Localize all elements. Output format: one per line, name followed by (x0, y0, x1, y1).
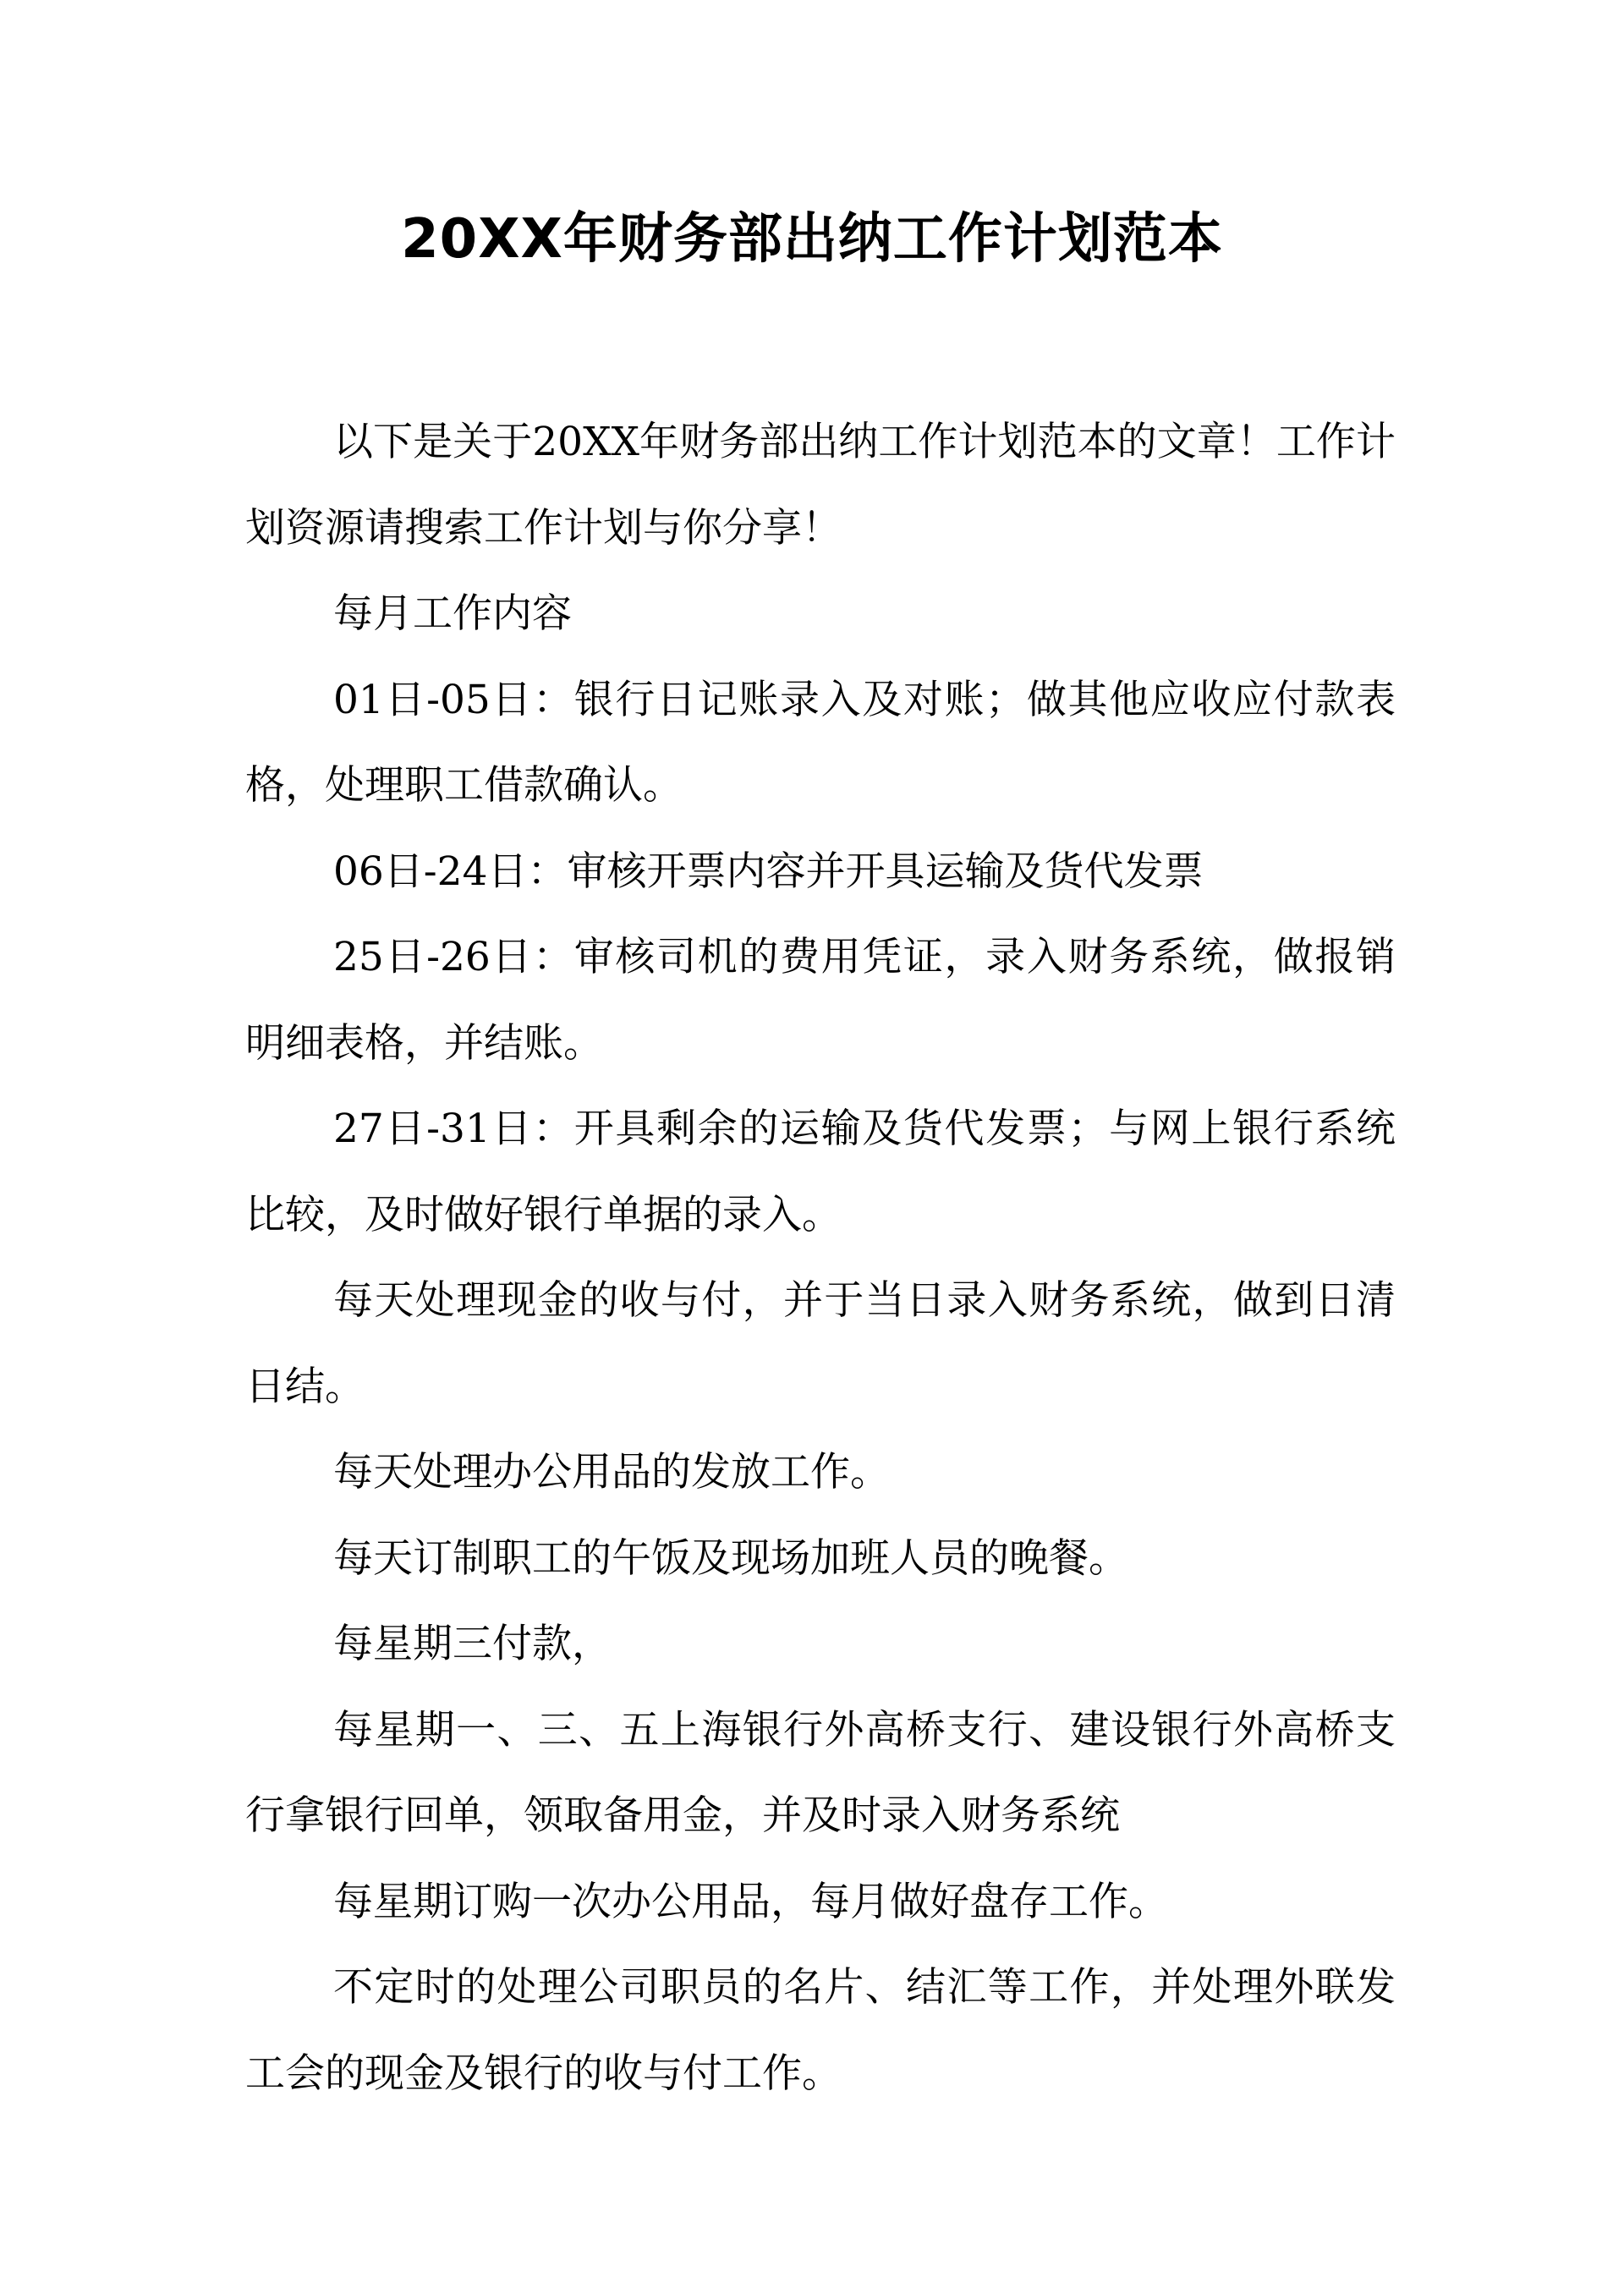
paragraph-day-06-24: 06日-24日：审核开票内容并开具运输及货代发票 (333, 848, 1204, 895)
paragraph-bank-receipts: 每星期一、三、五上海银行外高桥支行、建设银行外高桥支行拿银行回单，领取备用金，并及时录入财务系统 (245, 1706, 1396, 1839)
document-body (245, 399, 1396, 2116)
paragraph-day-27-31: 27日-31日：开具剩余的运输及货代发票；与网上银行系统比较，及时做好银行单据的录入。 (245, 1106, 1396, 1238)
paragraph-wednesday-payment: 每星期三付款， (333, 1621, 612, 1667)
paragraph-intro: 以下是关于20XX年财务部出纳工作计划范本的文章！工作计划资源请搜索工作计划与你分享！ (245, 419, 1396, 552)
paragraph-daily-meals: 每天订制职工的午饭及现场加班人员的晚餐。 (333, 1534, 1128, 1582)
paragraph-daily-cash: 每天处理现金的收与付，并于当日录入财务系统，做到日清日结。 (245, 1277, 1396, 1410)
paragraph-irregular-tasks: 不定时的处理公司职员的名片、结汇等工作，并处理外联发工会的现金及银行的收与付工作。 (245, 1964, 1396, 2097)
paragraph-weekly-supplies: 每星期订购一次办公用品，每月做好盘存工作。 (333, 1878, 1168, 1925)
paragraph-daily-supplies: 每天处理办公用品的发放工作。 (333, 1449, 890, 1495)
document-title: 20XX年财务部出纳工作计划范本 (401, 208, 1223, 271)
paragraph-monthly-heading: 每月工作内容 (333, 590, 572, 637)
paragraph-day-01-05: 01日-05日：银行日记账录入及对账；做其他应收应付款表格，处理职工借款确认。 (245, 676, 1396, 809)
paragraph-day-25-26: 25日-26日：审核司机的费用凭证，录入财务系统，做报销明细表格，并结账。 (245, 934, 1396, 1067)
